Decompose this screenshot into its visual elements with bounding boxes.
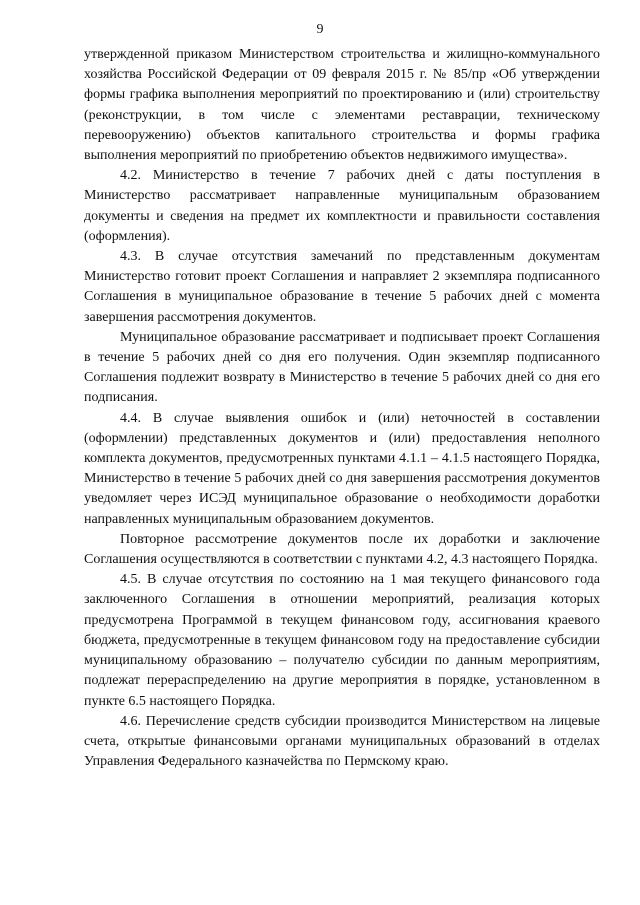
paragraph-4-4: 4.4. В случае выявления ошибок и (или) неточностей в составлении (оформлении) представленных документов и (или) предоставления неполного комплекта документов, предусмотренных пунктами 4.1.1 – 4.1.5 настоящего Порядка, Министерство в течение 5 рабочих дней со дня завершения рассмотрения документов уведомляет через ИСЭД муниципальное образование о необходимости доработки направленных муниципальным образованием документов. (84, 410, 600, 527)
paragraph-4-3: 4.3. В случае отсутствия замечаний по представленным документам Министерство готовит проект Соглашения и направляет 2 экземпляра подписанного Соглашения в муниципальное образование в течение 5 рабочих дней с момента завершения рассмотрения документов. (84, 249, 600, 325)
paragraph-4-2: 4.2. Министерство в течение 7 рабочих дней с даты поступления в Министерство рассматривает направленные муниципальным образованием документы и сведения на предмет их комплектности и правильности составления (оформления). (84, 168, 600, 244)
page-number: 9 (316, 22, 324, 37)
document-body (84, 45, 600, 772)
paragraph-4-5: 4.5. В случае отсутствия по состоянию на 1 мая текущего финансового года заключенного Соглашения в отношении мероприятий, реализация которых предусмотрена Программой в текущем финансовом году, ассигнования краевого бюджета, предусмотренные в текущем финансовом году на предоставление субсидии муниципальному образованию – получателю субсидии по данным мероприятиям, подлежат перераспределению на другие мероприятия в порядке, установленном в пункте 6.5 настоящего Порядка. (84, 572, 600, 709)
paragraph-4-6: 4.6. Перечисление средств субсидии производится Министерством на лицевые счета, открытые финансовыми органами муниципальных образований в отделах Управления Федерального казначейства по Пермскому краю. (84, 713, 600, 770)
paragraph-4-4-repeat: Повторное рассмотрение документов после их доработки и заключение Соглашения осуществляются в соответствии с пунктами 4.2, 4.3 настоящего Порядка. (84, 531, 600, 568)
paragraph-continuation: утвержденной приказом Министерством строительства и жилищно-коммунального хозяйства Российской Федерации от 09 февраля 2015 г. № 85/пр «Об утверждении формы графика выполнения мероприятий по проектированию и (или) строительству (реконструкции, в том числе с элементами реставрации, техническому перевооружению) объектов капитального строительства и формы графика выполнения мероприятий по приобретению объектов недвижимого имущества». (84, 47, 600, 164)
paragraph-4-3-municipal: Муниципальное образование рассматривает и подписывает проект Соглашения в течение 5 рабочих дней со дня его получения. Один экземпляр подписанного Соглашения подлежит возврату в Министерство в течение 5 рабочих дней со дня его подписания. (84, 329, 600, 406)
